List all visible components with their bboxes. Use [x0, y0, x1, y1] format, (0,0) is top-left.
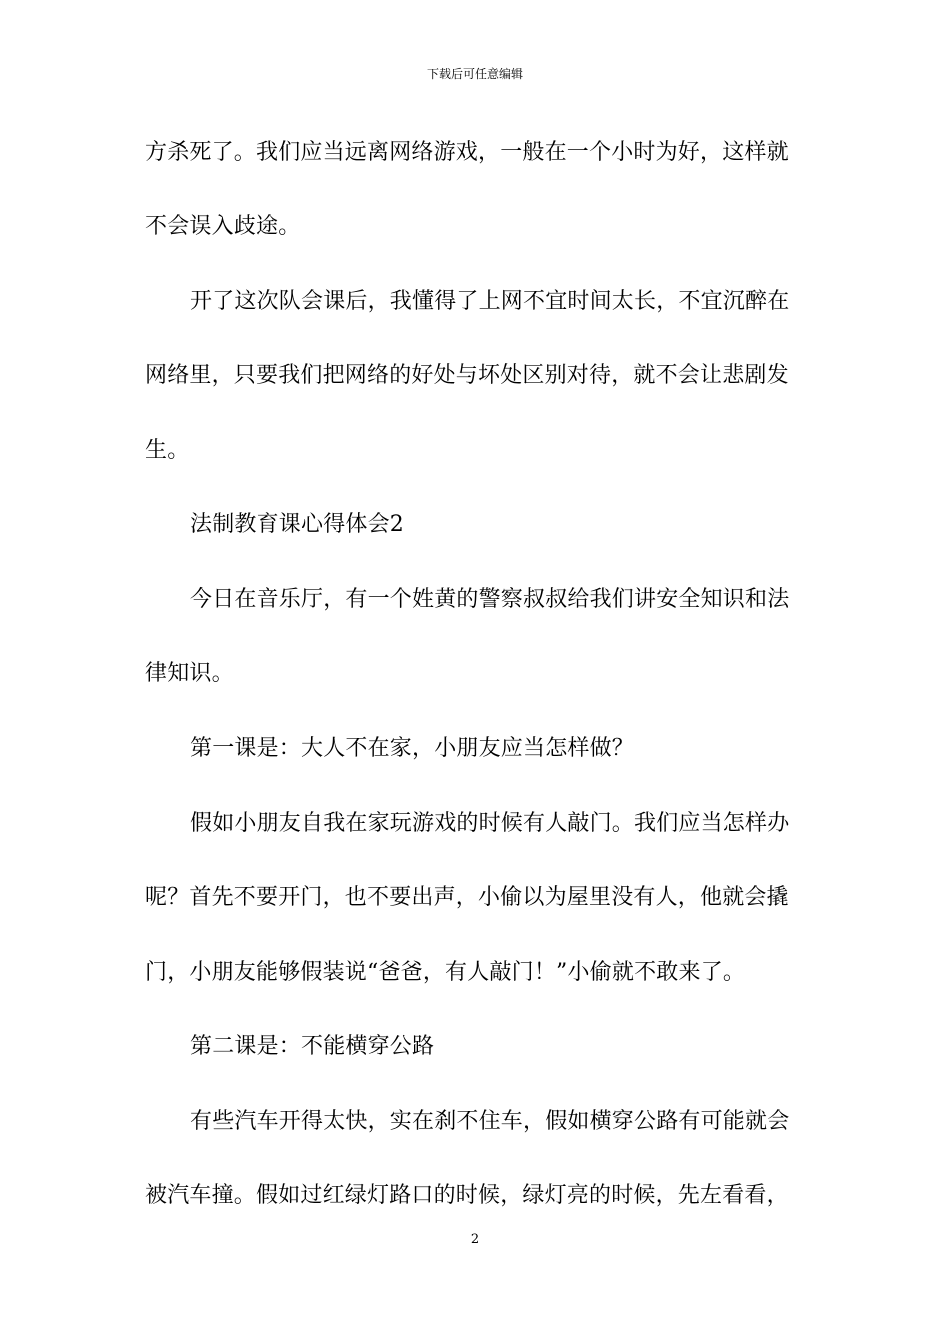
page-number: 2	[470, 1232, 480, 1247]
text-line: 律知识。	[145, 661, 234, 686]
text-line: 生。	[145, 438, 190, 463]
text-line: 被汽车撞。假如过红绿灯路口的时候，绿灯亮的时候，先左看看，	[145, 1183, 789, 1208]
page-header: 下载后可任意编辑	[426, 67, 523, 81]
text-line: 门，小朋友能够假装说“爸爸，有人敲门！”小偷就不敢来了。	[145, 960, 746, 985]
text-line: 今日在音乐厅，有一个姓黄的警察叔叔给我们讲安全知识和法	[190, 587, 790, 612]
text-line: 不会误入歧途。	[145, 214, 301, 239]
text-line: 假如小朋友自我在家玩游戏的时候有人敲门。我们应当怎样办	[190, 811, 790, 836]
text-line: 呢？首先不要开门，也不要出声，小偷以为屋里没有人，他就会撬	[145, 885, 789, 910]
text-line: 开了这次队会课后，我懂得了上网不宜时间太长，不宜沉醉在	[190, 289, 790, 314]
section-title: 法制教育课心得体会2	[190, 512, 404, 537]
lesson-heading: 第二课是：不能横穿公路	[190, 1034, 435, 1059]
lesson-heading: 第一课是：大人不在家，小朋友应当怎样做？	[190, 736, 635, 761]
text-line: 方杀死了。我们应当远离网络游戏，一般在一个小时为好，这样就	[145, 140, 789, 165]
text-line: 网络里，只要我们把网络的好处与坏处区别对待，就不会让悲剧发	[145, 363, 789, 388]
text-line: 有些汽车开得太快，实在刹不住车，假如横穿公路有可能就会	[190, 1109, 790, 1134]
